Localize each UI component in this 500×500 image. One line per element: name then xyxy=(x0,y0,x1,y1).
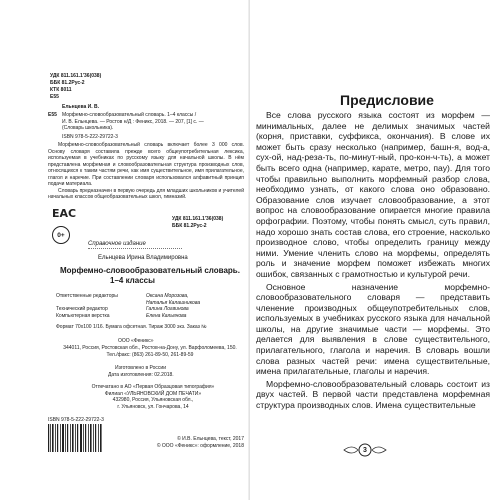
printing-house xyxy=(78,384,228,410)
book-title: Морфемно-словообразовательный словарь. xyxy=(60,266,240,275)
edition-type: Справочное издание xyxy=(88,241,182,249)
preface-paragraph: Все слова русского языка состоят из морфем — минимальных, далее не делимых значимых частей (корня, приставки, суффикса, окончания). В слове их может быть сразу несколько (например, башн-я, вод-а, сух-ой, над-реза-ть, по-минут-ный, про-кон-ч-ть), а может быть всего одна (например, карате, метро, пау). Для того чтобы правильно выполнить морфемный разбор слова, необходимо узнать, от какого слова оно образовано. Образование слов изучает словообразование, а этот вопрос на словообразование опирается многие правила орфографии. Поэтому, чтобы понять смысл, суть правил, надо хорошо знать состав слова, его строение, насколько производное слово, чтобы определить границу между ними. Умение членить слово на морфемы, определять роль и значение морфем поможет избежать многих ошибок, связанных с грамотностью и культурой речи. xyxy=(256,110,490,279)
annotation xyxy=(48,142,244,201)
catalog-code: Е55 xyxy=(50,94,59,100)
printing-line: Отпечатано в АО «Первая Образцовая типография» xyxy=(91,384,215,390)
credits xyxy=(56,293,226,319)
credit-role: Технический редактор xyxy=(56,306,108,312)
credit-role: Ответственные редакторы xyxy=(56,293,118,299)
bib-code: Е55 xyxy=(48,112,57,118)
printing-line: 432980, Россия, Ульяновская обл., xyxy=(112,397,194,403)
credit-name: Галина Логвинова xyxy=(146,306,189,312)
page-number: 3 xyxy=(363,446,367,454)
bib-line: Морфемно-словообразовательный словарь. 1–4 классы / xyxy=(62,112,197,118)
copyright-line: © ООО «Феникс»: оформление, 2018 xyxy=(156,442,244,449)
bib-record xyxy=(62,112,242,132)
credit-role: Компьютерная верстка xyxy=(56,312,110,319)
book-subtitle: 1–4 классы xyxy=(110,276,155,285)
preface-body xyxy=(256,110,490,413)
annotation-paragraph: Словарь предназначен в первую очередь для младших школьников и учителей начальных классов общеобразовательных школ, гимназий. xyxy=(48,187,244,200)
publisher-address xyxy=(60,345,240,358)
bib-line: (Словарь школьника). xyxy=(62,125,114,131)
printing-line: Филиал «УЛЬЯНОВСКИЙ ДОМ ПЕЧАТИ» xyxy=(104,390,202,397)
format-line: Формат 70x100 1/16. Бумага офсетная. Тираж 3000 экз. Заказ № xyxy=(56,324,207,330)
barcode-icon xyxy=(48,424,102,452)
preface-paragraph: Основное назначение морфемно-словообразовательного словаря — представить членение производных общеупотребительных слов, используемых в учебниках русского языка для начальной школы, на другие значимые части — морфемы. Это делается для выявления в слове существительного, прилагательного, глагола и наречия. В словарь вошли слова разных частей речи: имена существительные, имена прилагательные, глаголы и наречия. xyxy=(256,281,490,377)
made-in: Изготовлено в России xyxy=(115,365,166,371)
printing-line: г. Ульяновск, ул. Гончарова, 14 xyxy=(117,403,189,410)
credit-row xyxy=(56,313,226,320)
age-rating-badge: 0+ xyxy=(52,226,70,244)
isbn-bottom: ISBN 978-5-222-29722-3 xyxy=(48,417,104,423)
copyright-line: © И.В. Ельнцева, текст, 2017 xyxy=(177,436,244,442)
bbk-repeat: ББК 81.2Рус-2 xyxy=(172,223,207,229)
annotation-paragraph: Морфемно-словообразовательный словарь включает более 3 000 слов. Основу словаря составила прежде всего общеупотребительная лексика, используемая в учебниках по русскому языку для начальной школы. В нём представлена морфемная и словообразовательная структура производных слов, относящихся к таким частям речи, как имя существительное, имя прилагательное, глагол и наречие. При составлении словаря использовался алфавитный принцип подачи материала. xyxy=(48,142,244,187)
publisher-name: ООО «Феникс» xyxy=(118,338,154,344)
isbn-top: ISBN 978-5-222-29722-3 xyxy=(62,134,118,140)
author-short: Ельнцева И. В. xyxy=(62,104,100,110)
eac-mark-icon xyxy=(51,205,77,221)
bbk-code: ББК 81.2Рус-2 xyxy=(50,80,85,86)
udk-repeat: УДК 811.161.1'36(038) xyxy=(172,216,224,222)
right-page xyxy=(250,0,500,500)
credit-name: Оксана Морозова, xyxy=(146,293,189,299)
address-line: 344011, Россия, Ростовская обл., Ростов-на-Дону, ул. Варфоломеева, 150. xyxy=(63,345,237,351)
bib-line: И. В. Ельнцева. — Ростов н/Д : Феникс, 2018. — 207, [1] с. — xyxy=(62,118,204,125)
ktk-code: КТК 8011 xyxy=(50,87,72,93)
made-date: Дата изготовления: 02.2018. xyxy=(108,372,174,378)
address-line: Тел./факс: (863) 261-89-50, 261-89-59 xyxy=(106,351,194,358)
author-full: Ельнцева Ирина Владимировна xyxy=(98,255,188,261)
preface-paragraph: Морфемно-словообразовательный словарь состоит из двух частей. В первой части представлена морфемная структура производных слов. Имена существительные xyxy=(256,378,490,411)
credit-name: Елена Кальянова xyxy=(146,312,187,319)
preface-heading: Предисловие xyxy=(340,92,434,108)
copyrights xyxy=(150,436,244,449)
svg-text:EAC: EAC xyxy=(52,207,77,220)
credit-name: Наталья Калашникова xyxy=(146,299,201,306)
udk-code: УДК 811.161.1'36(038) xyxy=(50,73,102,79)
